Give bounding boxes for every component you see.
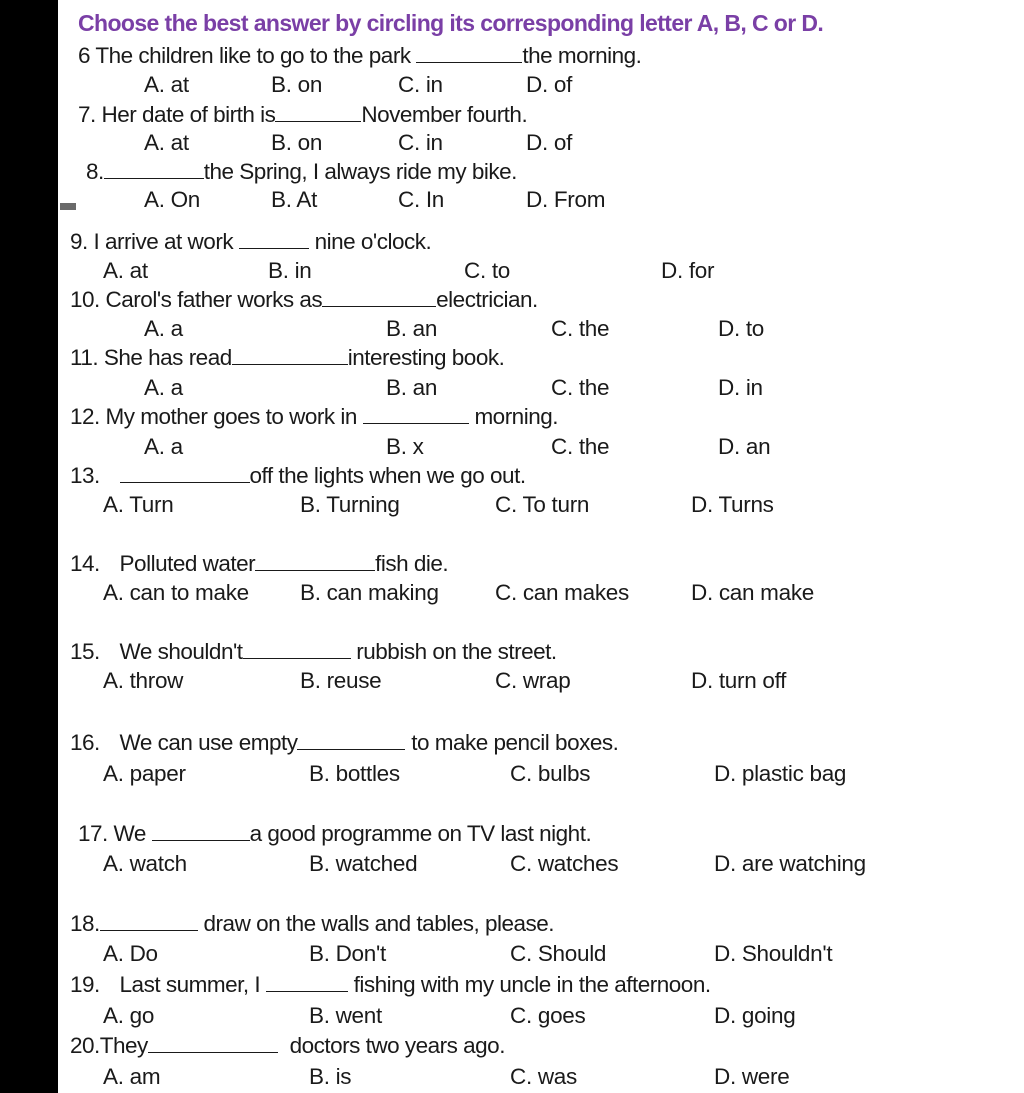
option-a[interactable]: A. Do [103,941,158,966]
option-a[interactable]: A. a [144,316,183,341]
option-c[interactable]: C. watches [510,851,619,876]
question-number: 9. [70,229,88,254]
question-14 [70,551,448,577]
question-number: 10. [70,287,100,312]
answer-blank[interactable] [120,464,250,483]
option-b[interactable]: B. Turning [300,492,400,517]
option-b[interactable]: B. Don't [309,941,386,966]
answer-blank[interactable] [148,1034,278,1053]
option-a[interactable]: A. at [144,72,189,97]
question-number: 16. [70,730,100,755]
question-17 [78,821,591,847]
option-d[interactable]: D. turn off [691,668,787,693]
option-a[interactable]: A. at [144,130,189,155]
option-d[interactable]: D. can make [691,580,814,605]
option-b[interactable]: B. went [309,1003,382,1028]
option-a[interactable]: A. throw [103,668,184,693]
option-a[interactable]: A. watch [103,851,187,876]
option-b[interactable]: B. on [271,72,323,97]
question-11 [70,345,504,371]
question-number: 18. [70,911,100,936]
question-number: 15. [70,639,100,664]
question-text-before: My mother goes to work in [105,404,357,429]
option-b[interactable]: B. in [268,258,312,283]
answer-blank[interactable] [152,822,250,841]
option-b[interactable]: B. on [271,130,323,155]
option-a[interactable]: A. at [103,258,148,283]
question-text-before: I arrive at work [93,229,234,254]
question-text-after: the morning. [522,43,642,68]
worksheet-page [58,0,1024,1093]
option-d[interactable]: D. in [718,375,763,400]
option-b[interactable]: B. bottles [309,761,400,786]
option-d[interactable]: D. of [526,72,573,97]
question-text-after: electrician. [436,287,538,312]
option-a[interactable]: A. Turn [103,492,174,517]
question-number: 13. [70,463,100,488]
option-d[interactable]: D. Turns [691,492,774,517]
question-text-after: nine o'clock. [314,229,432,254]
option-a[interactable]: A. a [144,375,183,400]
margin-mark [60,203,76,210]
answer-blank[interactable] [100,912,198,931]
question-text-after: fishing with my uncle in the afternoon. [353,972,711,997]
question-text-before: We can use empty [119,730,298,755]
question-text-after: a good programme on TV last night. [249,821,592,846]
answer-blank[interactable] [232,346,348,365]
question-number: 12. [70,404,100,429]
option-c[interactable]: C. the [551,375,610,400]
option-c[interactable]: C. wrap [495,668,571,693]
answer-blank[interactable] [266,973,348,992]
question-12 [70,404,558,430]
question-19 [70,972,711,998]
question-text-after: doctors two years ago. [289,1033,505,1058]
question-7 [78,102,527,128]
question-number: 6 [78,43,91,68]
option-d[interactable]: D. of [526,130,573,155]
answer-blank[interactable] [239,230,309,249]
answer-blank[interactable] [275,103,361,122]
answer-blank[interactable] [363,405,469,424]
option-b[interactable]: B. is [309,1064,352,1089]
question-text-before: They [99,1033,148,1058]
option-c[interactable]: C. can makes [495,580,629,605]
question-text-before: Her date of birth is [101,102,276,127]
question-10 [70,287,538,313]
question-text-before: Carol's father works as [105,287,323,312]
question-9 [70,229,431,255]
option-c[interactable]: C. the [551,434,610,459]
question-number: 19. [70,972,100,997]
option-b[interactable]: B. an [386,375,438,400]
question-number: 7. [78,102,96,127]
question-text-after: rubbish on the street. [356,639,557,664]
question-text-after: interesting book. [347,345,505,370]
answer-blank[interactable] [243,640,351,659]
question-text-after: morning. [474,404,558,429]
question-13 [70,463,526,489]
option-d[interactable]: D. From [526,187,606,212]
answer-blank[interactable] [297,731,405,750]
option-d[interactable]: D. to [718,316,765,341]
option-c[interactable]: C. was [510,1064,577,1089]
option-b[interactable]: B. reuse [300,668,382,693]
option-b[interactable]: B. an [386,316,438,341]
option-b[interactable]: B. watched [309,851,418,876]
option-b[interactable]: B. can making [300,580,439,605]
question-text-before: We [113,821,146,846]
option-a[interactable]: A. go [103,1003,155,1028]
option-c[interactable]: C. bulbs [510,761,591,786]
option-b[interactable]: B. At [271,187,318,212]
option-d[interactable]: D. for [661,258,715,283]
option-c[interactable]: C. the [551,316,610,341]
question-number: 17. [78,821,108,846]
option-b[interactable]: B. x [386,434,424,459]
option-a[interactable]: A. paper [103,761,186,786]
question-15 [70,639,557,665]
question-8 [86,159,517,185]
instruction-heading: Choose the best answer by circling its corresponding letter A, B, C or D. [78,10,824,36]
question-text-before: She has read [103,345,232,370]
answer-blank[interactable] [322,288,436,307]
option-a[interactable]: A. On [144,187,201,212]
question-text-after: the Spring, I always ride my bike. [203,159,517,184]
question-20 [70,1033,505,1059]
question-text-after: fish die. [375,551,449,576]
question-text-after: draw on the walls and tables, please. [203,911,555,936]
question-text-before: We shouldn't [119,639,243,664]
question-6 [78,43,641,69]
question-number: 8. [86,159,104,184]
question-text-before: The children like to go to the park [95,43,411,68]
option-c[interactable]: C. in [398,72,443,97]
answer-blank[interactable] [255,552,375,571]
option-a[interactable]: A. can to make [103,580,249,605]
option-c[interactable]: C. To turn [495,492,590,517]
option-d[interactable]: D. going [714,1003,796,1028]
option-d[interactable]: D. are watching [714,851,866,876]
answer-blank[interactable] [104,160,204,179]
option-a[interactable]: A. am [103,1064,161,1089]
question-text-after: November fourth. [361,102,528,127]
option-c[interactable]: C. Should [510,941,607,966]
option-c[interactable]: C. in [398,130,443,155]
question-text-before: Polluted water [119,551,256,576]
option-c[interactable]: C. In [398,187,445,212]
option-a[interactable]: A. a [144,434,183,459]
option-c[interactable]: C. goes [510,1003,586,1028]
option-d[interactable]: D. Shouldn't [714,941,833,966]
answer-blank[interactable] [416,44,522,63]
option-d[interactable]: D. an [718,434,771,459]
question-text-after: to make pencil boxes. [411,730,619,755]
option-c[interactable]: C. to [464,258,511,283]
option-d[interactable]: D. were [714,1064,790,1089]
question-text-before: Last summer, I [119,972,261,997]
question-number: 11. [70,345,99,370]
question-number: 20. [70,1033,100,1058]
option-d[interactable]: D. plastic bag [714,761,847,786]
question-16 [70,730,618,756]
question-number: 14. [70,551,100,576]
question-18 [70,911,554,937]
question-text-after: off the lights when we go out. [249,463,526,488]
